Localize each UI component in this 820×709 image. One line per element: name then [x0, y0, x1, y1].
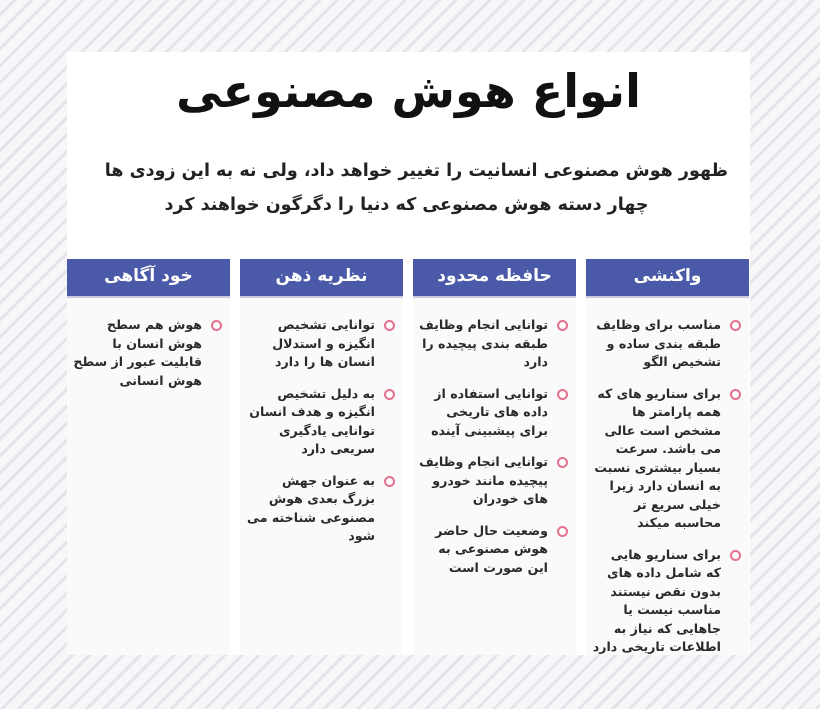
list-item — [592, 316, 735, 372]
column-reactive — [586, 259, 749, 655]
infographic-card — [67, 52, 750, 655]
subtitle-line-1: ظهور هوش مصنوعی انسانیت را تغییر خواهد داد، ولی نه به این زودی ها — [104, 161, 728, 181]
list-item-text: هوش هم سطح هوش انسان با قابلیت عبور از سطح هوش انسانی — [73, 317, 202, 388]
circle-bullet-icon — [557, 389, 568, 400]
subtitle — [85, 154, 728, 222]
page-title: انواع هوش مصنوعی — [176, 64, 641, 118]
circle-bullet-icon — [730, 550, 741, 561]
list-item — [592, 385, 735, 533]
list-item — [419, 522, 562, 578]
list-item — [246, 472, 389, 546]
list-item-text: به دلیل تشخیص انگیزه و هدف انسان توانایی یادگیری سریعی دارد — [249, 385, 375, 456]
item-list-self-awareness — [67, 298, 230, 390]
column-theory-of-mind — [240, 259, 403, 655]
list-item-text: توانایی استفاده از داده های تاریخی برای پیشبینی آینده — [431, 385, 548, 438]
list-item — [592, 546, 735, 657]
column-self-awareness — [67, 259, 230, 655]
circle-bullet-icon — [384, 320, 395, 331]
list-item — [246, 385, 389, 459]
list-item — [419, 453, 562, 509]
item-list-reactive — [586, 298, 749, 657]
list-item-text: به عنوان جهش بزرگ بعدی هوش مصنوعی شناخته می شود — [246, 472, 375, 543]
circle-bullet-icon — [557, 526, 568, 537]
circle-bullet-icon — [730, 389, 741, 400]
circle-bullet-icon — [557, 320, 568, 331]
list-item-text: برای سناریو هایی که شامل داده های بدون نقص نیستند مناسب نیست یا جاهایی که نیاز به اطلاعات تاریخی دارد — [592, 546, 721, 654]
column-limited-memory — [413, 259, 576, 655]
column-header-self-awareness: خود آگاهی — [67, 259, 230, 298]
circle-bullet-icon — [557, 457, 568, 468]
circle-bullet-icon — [384, 389, 395, 400]
list-item-text: توانایی تشخیص انگیزه و استدلال انسان ها را دارد — [272, 317, 375, 369]
list-item-text: وضعیت حال حاضر هوش مصنوعی به این صورت است — [435, 522, 548, 575]
list-item-text: توانایی انجام وظایف پیچیده مانند خودرو های خودران — [419, 454, 548, 506]
list-item — [419, 385, 562, 441]
column-header-reactive: واکنشی — [586, 259, 749, 298]
list-item-text: توانایی انجام وظایف طبقه بندی پیچیده را دارد — [419, 317, 548, 369]
list-item-text: برای سناریو های که همه پارامتر ها مشخص است عالی می باشد. سرعت بسیار بیشتری نسبت به انسان دارد زیرا خیلی سریع تر محاسبه میکند — [594, 385, 721, 530]
circle-bullet-icon — [384, 476, 395, 487]
item-list-theory-of-mind — [240, 298, 403, 546]
item-list-limited-memory — [413, 298, 576, 577]
circle-bullet-icon — [211, 320, 222, 331]
list-item-text: مناسب برای وظایف طبقه بندی ساده و تشخیص الگو — [596, 317, 721, 369]
column-header-limited-memory: حافظه محدود — [413, 259, 576, 298]
list-item — [73, 316, 216, 390]
subtitle-line-2: چهار دسته هوش مصنوعی که دنیا را دگرگون خواهند کرد — [164, 195, 649, 215]
list-item — [419, 316, 562, 372]
circle-bullet-icon — [730, 320, 741, 331]
list-item — [246, 316, 389, 372]
column-header-theory-of-mind: نظریه ذهن — [240, 259, 403, 298]
